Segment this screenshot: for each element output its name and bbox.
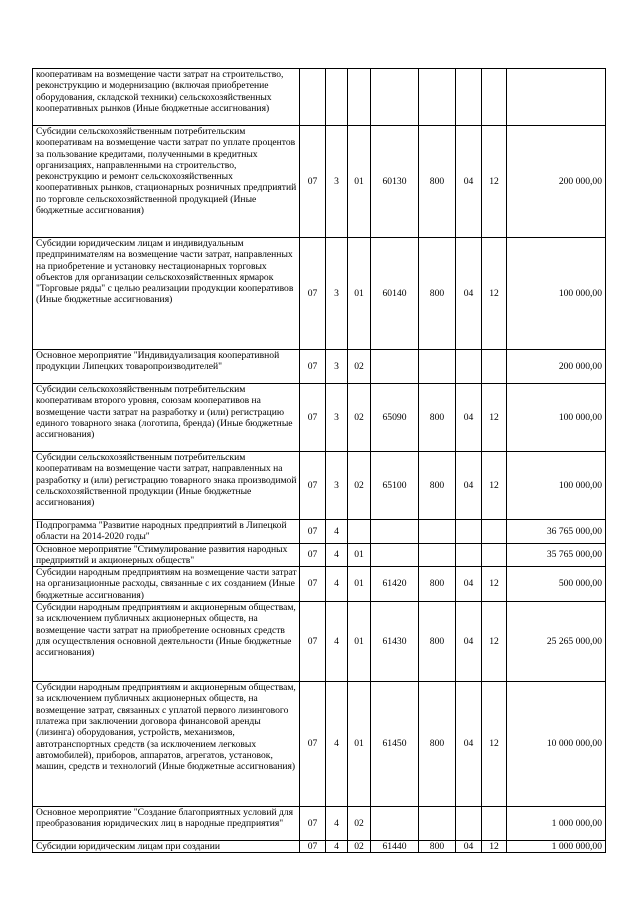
expense-type-code: 800 [419, 238, 456, 350]
subprogram-code: 4 [326, 807, 348, 841]
main-measure-code: 02 [348, 452, 371, 520]
section-code [456, 350, 482, 384]
amount: 10 000 000,00 [507, 682, 606, 807]
main-measure-code: 01 [348, 602, 371, 682]
section-code: 04 [456, 682, 482, 807]
row-description: Субсидии сельскохозяйственным потребительским кооперативам второго уровня, союзам кооперативов на возмещение части затрат на разработку и (или) регистрацию единого товарного знака (логотипа, бренда) (Иные бюджетные ассигнования) [33, 384, 300, 452]
amount [507, 69, 606, 126]
table-row [33, 543, 606, 567]
row-description: Субсидии юридическим лицам при создании [33, 841, 300, 853]
subprogram-code: 4 [326, 567, 348, 602]
section-code [456, 520, 482, 544]
subsection-code: 12 [482, 126, 507, 238]
direction-code: 60140 [371, 238, 419, 350]
expense-type-code [419, 350, 456, 384]
row-description: Субсидии народным предприятиям и акционерным обществам, за исключением публичных акционерных обществ, на возмещение части затрат на приобретение основных средств для осуществления основной деятельности (Иные бюджетные ассигнования) [33, 602, 300, 682]
expense-type-code: 800 [419, 452, 456, 520]
amount: 500 000,00 [507, 567, 606, 602]
subsection-code: 12 [482, 384, 507, 452]
direction-code [371, 520, 419, 544]
table-row [33, 520, 606, 544]
expense-type-code [419, 520, 456, 544]
subsection-code [482, 543, 507, 567]
expense-type-code: 800 [419, 682, 456, 807]
budget-table [32, 68, 606, 853]
subprogram-code: 3 [326, 350, 348, 384]
amount: 100 000,00 [507, 384, 606, 452]
subprogram-code: 3 [326, 126, 348, 238]
section-code [456, 807, 482, 841]
subsection-code: 12 [482, 238, 507, 350]
table-row [33, 567, 606, 602]
program-code: 07 [300, 126, 326, 238]
main-measure-code: 01 [348, 567, 371, 602]
expense-type-code: 800 [419, 126, 456, 238]
expense-type-code: 800 [419, 602, 456, 682]
subsection-code [482, 520, 507, 544]
program-code: 07 [300, 238, 326, 350]
section-code: 04 [456, 238, 482, 350]
expense-type-code: 800 [419, 567, 456, 602]
expense-type-code [419, 807, 456, 841]
section-code: 04 [456, 567, 482, 602]
subprogram-code: 4 [326, 682, 348, 807]
amount: 36 765 000,00 [507, 520, 606, 544]
direction-code: 65100 [371, 452, 419, 520]
subsection-code [482, 350, 507, 384]
subprogram-code: 3 [326, 452, 348, 520]
program-code: 07 [300, 543, 326, 567]
main-measure-code: 01 [348, 238, 371, 350]
row-description: Подпрограмма "Развитие народных предприятий в Липецкой области на 2014-2020 годы" [33, 520, 300, 544]
subsection-code [482, 807, 507, 841]
program-code: 07 [300, 520, 326, 544]
row-description: Субсидии народным предприятиям и акционерным обществам, за исключением публичных акционерных обществ, на возмещение затрат, связанных с уплатой первого лизингового платежа при заключении договора финансовой аренды (лизинга) оборудования, устройств, механизмов, автотранспортных средств (за исключением легковых автомобилей), приборов, аппаратов, агрегатов, установок, машин, средств и технологий (Иные бюджетные ассигнования) [33, 682, 300, 807]
table-row [33, 69, 606, 126]
row-description: Субсидии юридическим лицам и индивидуальным предпринимателям на возмещение части затрат, направленных на приобретение и установку нестационарных торговых объектов для организации сельскохозяйственных ярмарок "Торговые ряды" с целью реализации продукции кооперативов (Иные бюджетные ассигнования) [33, 238, 300, 350]
direction-code: 65090 [371, 384, 419, 452]
section-code: 04 [456, 384, 482, 452]
direction-code: 61420 [371, 567, 419, 602]
subsection-code: 12 [482, 567, 507, 602]
program-code: 07 [300, 682, 326, 807]
subprogram-code: 3 [326, 384, 348, 452]
program-code: 07 [300, 841, 326, 853]
expense-type-code: 800 [419, 841, 456, 853]
subprogram-code: 4 [326, 543, 348, 567]
amount: 200 000,00 [507, 350, 606, 384]
main-measure-code: 01 [348, 126, 371, 238]
subsection-code: 12 [482, 602, 507, 682]
table-row [33, 238, 606, 350]
subprogram-code: 4 [326, 841, 348, 853]
table-row [33, 841, 606, 853]
main-measure-code [348, 69, 371, 126]
program-code: 07 [300, 807, 326, 841]
table-row [33, 602, 606, 682]
main-measure-code: 02 [348, 350, 371, 384]
direction-code [371, 543, 419, 567]
expense-type-code [419, 543, 456, 567]
subsection-code: 12 [482, 841, 507, 853]
table-row [33, 350, 606, 384]
expense-type-code [419, 69, 456, 126]
direction-code: 61450 [371, 682, 419, 807]
direction-code: 61430 [371, 602, 419, 682]
subsection-code: 12 [482, 452, 507, 520]
main-measure-code: 01 [348, 543, 371, 567]
program-code: 07 [300, 602, 326, 682]
section-code [456, 543, 482, 567]
subprogram-code [326, 69, 348, 126]
main-measure-code: 02 [348, 841, 371, 853]
program-code: 07 [300, 350, 326, 384]
direction-code [371, 69, 419, 126]
main-measure-code [348, 520, 371, 544]
amount: 25 265 000,00 [507, 602, 606, 682]
section-code: 04 [456, 602, 482, 682]
section-code: 04 [456, 126, 482, 238]
section-code: 04 [456, 841, 482, 853]
subprogram-code: 4 [326, 520, 348, 544]
direction-code: 60130 [371, 126, 419, 238]
direction-code [371, 807, 419, 841]
program-code: 07 [300, 452, 326, 520]
main-measure-code: 02 [348, 384, 371, 452]
main-measure-code: 01 [348, 682, 371, 807]
row-description: Основное мероприятие "Стимулирование развития народных предприятий и акционерных обществ" [33, 543, 300, 567]
program-code [300, 69, 326, 126]
row-description: Субсидии сельскохозяйственным потребительским кооперативам на возмещение части затрат по уплате процентов за пользование кредитами, полученными в кредитных организациях, направленными на строительство, реконструкцию и ремонт сельскохозяйственных кооперативных рынков, стационарных розничных предприятий по торговле сельскохозяйственной продукцией (Иные бюджетные ассигнования) [33, 126, 300, 238]
program-code: 07 [300, 567, 326, 602]
table-body [33, 69, 606, 853]
row-description: Основное мероприятие "Создание благоприятных условий для преобразования юридических лиц в народные предприятия" [33, 807, 300, 841]
section-code: 04 [456, 452, 482, 520]
program-code: 07 [300, 384, 326, 452]
amount: 1 000 000,00 [507, 841, 606, 853]
amount: 1 000 000,00 [507, 807, 606, 841]
subprogram-code: 4 [326, 602, 348, 682]
table-row [33, 126, 606, 238]
amount: 35 765 000,00 [507, 543, 606, 567]
direction-code: 61440 [371, 841, 419, 853]
amount: 100 000,00 [507, 238, 606, 350]
direction-code [371, 350, 419, 384]
table-row [33, 452, 606, 520]
main-measure-code: 02 [348, 807, 371, 841]
section-code [456, 69, 482, 126]
table-row [33, 384, 606, 452]
table-row [33, 682, 606, 807]
amount: 100 000,00 [507, 452, 606, 520]
expense-type-code: 800 [419, 384, 456, 452]
subsection-code: 12 [482, 682, 507, 807]
row-description: Субсидии сельскохозяйственным потребительским кооперативам на возмещение части затрат, направленных на разработку и (или) регистрацию товарного знака производимой сельскохозяйственной продукции (Иные бюджетные ассигнования) [33, 452, 300, 520]
row-description: кооперативам на возмещение части затрат на строительство, реконструкцию и модернизацию (включая приобретение оборудования, складской техники) сельскохозяйственных кооперативных рынков (Иные бюджетные ассигнования) [33, 69, 300, 126]
table-row [33, 807, 606, 841]
amount: 200 000,00 [507, 126, 606, 238]
row-description: Субсидии народным предприятиям на возмещение части затрат на организационные расходы, связанные с их созданием (Иные бюджетные ассигнования) [33, 567, 300, 602]
subsection-code [482, 69, 507, 126]
subprogram-code: 3 [326, 238, 348, 350]
row-description: Основное мероприятие "Индивидуализация кооперативной продукции Липецких товаропроизводителей" [33, 350, 300, 384]
